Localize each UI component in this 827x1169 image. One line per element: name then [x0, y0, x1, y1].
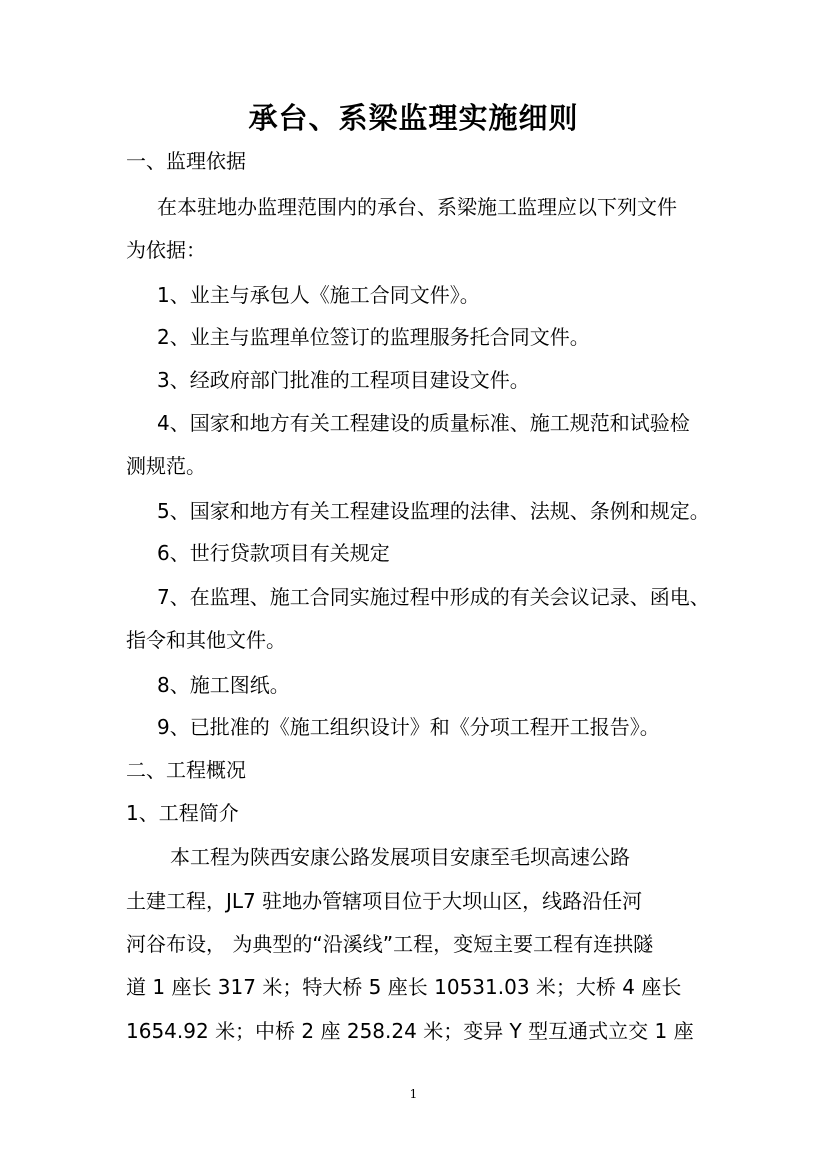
list-item-continuation: 指令和其他文件。 — [126, 628, 286, 652]
intro-line-2: 为依据： — [126, 238, 206, 262]
list-item: 2、业主与监理单位签订的监理服务托合同文件。 — [157, 325, 590, 349]
list-item: 4、国家和地方有关工程建设的质量标准、施工规范和试验检 — [157, 411, 690, 435]
list-item: 8、施工图纸。 — [157, 673, 290, 697]
document-title: 承台、系梁监理实施细则 — [248, 101, 579, 135]
paragraph-line: 道 1 座长 317 米；特大桥 5 座长 10531.03 米；大桥 4 座长 — [126, 975, 682, 999]
list-item: 3、经政府部门批准的工程项目建设文件。 — [157, 368, 530, 392]
subsection-heading-intro: 1、工程简介 — [126, 801, 239, 825]
paragraph-line: 1654.92 米；中桥 2 座 258.24 米；变异 Y 型互通式立交 1 座 — [126, 1019, 694, 1043]
list-item: 6、世行贷款项目有关规定 — [157, 541, 390, 565]
intro-line-1: 在本驻地办监理范围内的承台、系梁施工监理应以下列文件 — [157, 195, 677, 219]
page-number: 1 — [409, 1087, 418, 1101]
list-item-continuation: 测规范。 — [126, 454, 206, 478]
paragraph-line: 本工程为陕西安康公路发展项目安康至毛坝高速公路 — [170, 845, 630, 869]
paragraph-line: 河谷布设， 为典型的“沿溪线”工程，变短主要工程有连拱隧 — [126, 932, 654, 956]
section-heading-overview: 二、工程概况 — [126, 758, 246, 782]
list-item: 1、业主与承包人《施工合同文件》。 — [157, 283, 480, 307]
list-item: 7、在监理、施工合同实施过程中形成的有关会议记录、函电、 — [157, 585, 710, 609]
list-item: 5、国家和地方有关工程建设监理的法律、法规、条例和规定。 — [157, 499, 710, 523]
list-item: 9、已批准的《施工组织设计》和《分项工程开工报告》。 — [157, 715, 660, 739]
section-heading-basis: 一、监理依据 — [126, 149, 246, 173]
paragraph-line: 土建工程，JL7 驻地办管辖项目位于大坝山区，线路沿任河 — [126, 889, 643, 913]
